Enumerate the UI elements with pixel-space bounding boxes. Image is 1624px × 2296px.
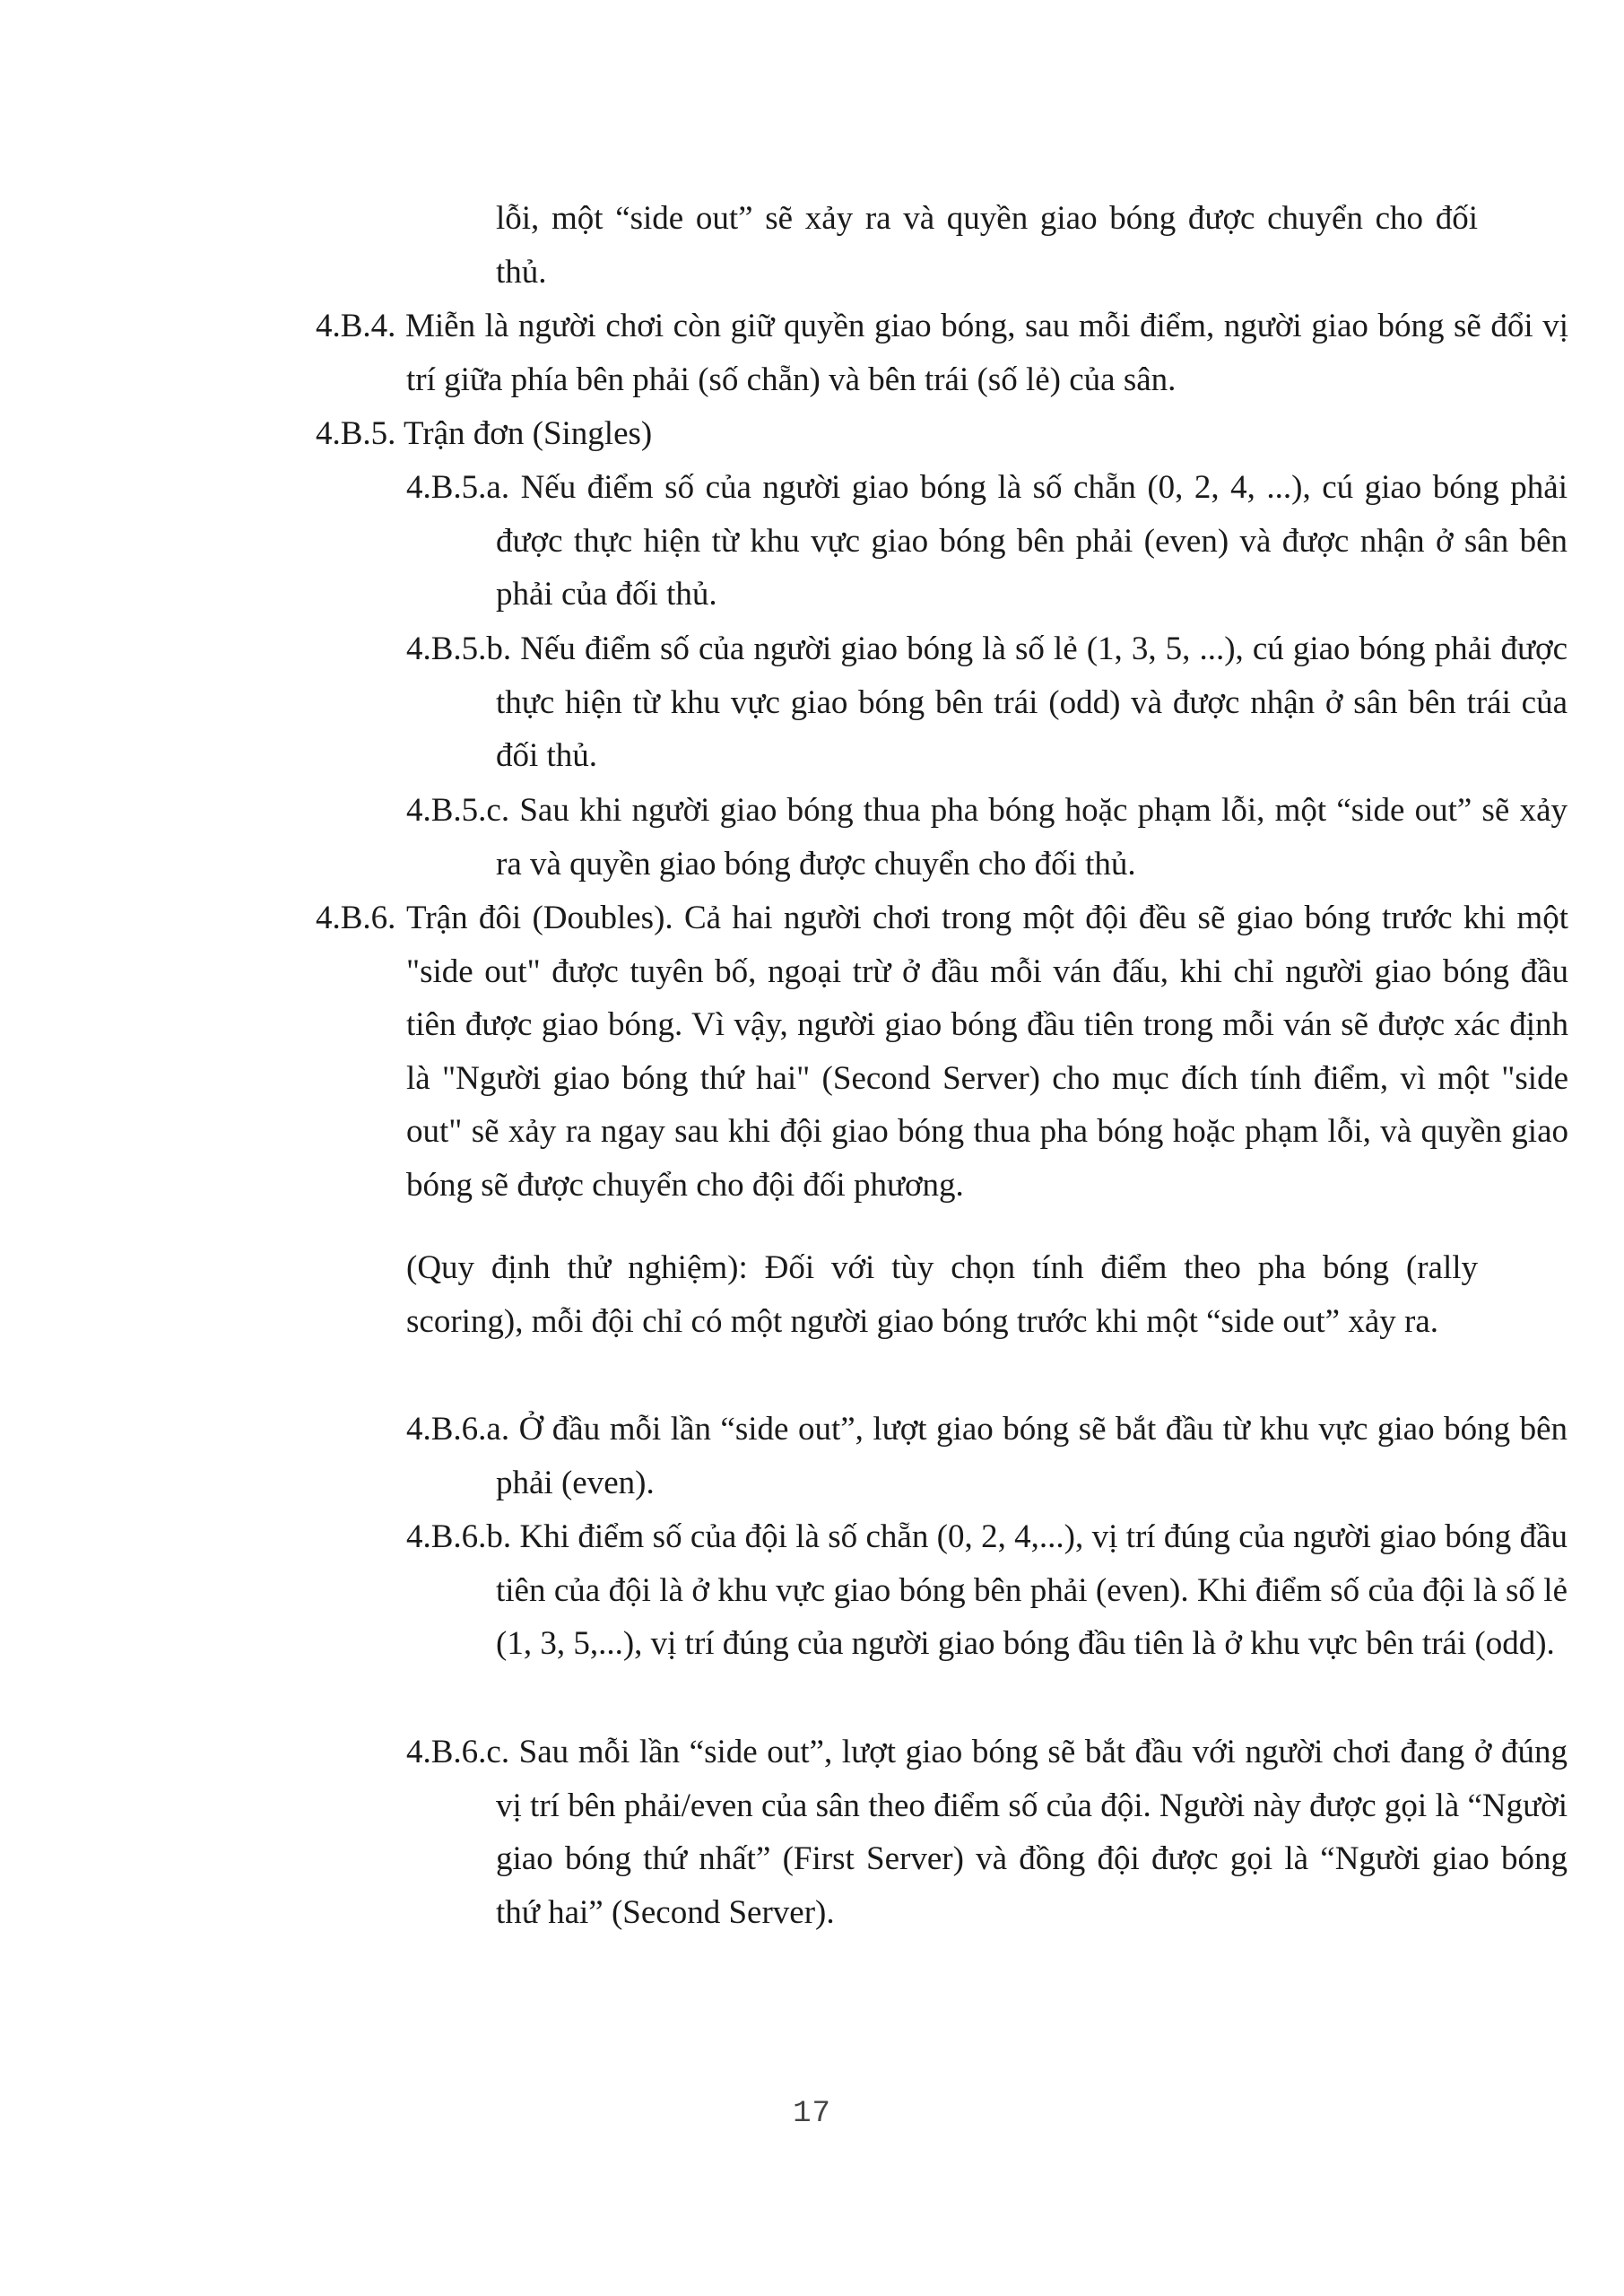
carryover-paragraph: lỗi, một “side out” sẽ xảy ra và quyền giao bóng được chuyển cho đối thủ. xyxy=(496,200,1478,291)
page-number: 17 xyxy=(793,2097,831,2131)
rule-4b5a: 4.B.5.a. Nếu điểm số của người giao bóng là số chẵn (0, 2, 4, ...), cú giao bóng phải được thực hiện từ khu vực giao bóng bên phải (even) và được nhận ở sân bên phải của đối thủ. xyxy=(406,469,1568,613)
rule-4b6c: 4.B.6.c. Sau mỗi lần “side out”, lượt giao bóng sẽ bắt đầu với người chơi đang ở đúng vị trí bên phải/even của sân theo điểm số của đội. Người này được gọi là “Người giao bóng thứ nhất” (First Server) và đồng đội được gọi là “Người giao bóng thứ hai” (Second Server). xyxy=(406,1734,1568,1931)
rule-4b5-heading: 4.B.5. Trận đơn (Singles) xyxy=(316,415,653,452)
rule-4b4: 4.B.4. Miễn là người chơi còn giữ quyền giao bóng, sau mỗi điểm, người giao bóng sẽ đổi vị trí giữa phía bên phải (số chẵn) và bên trái (số lẻ) của sân. xyxy=(316,308,1568,398)
rule-4b5b: 4.B.5.b. Nếu điểm số của người giao bóng là số lẻ (1, 3, 5, ...), cú giao bóng phải được thực hiện từ khu vực giao bóng bên trái (odd) và được nhận ở sân bên trái của đối thủ. xyxy=(406,631,1568,774)
rule-4b6a: 4.B.6.a. Ở đầu mỗi lần “side out”, lượt giao bóng sẽ bắt đầu từ khu vực giao bóng bên phải (even). xyxy=(406,1411,1568,1501)
rule-4b6: 4.B.6. Trận đôi (Doubles). Cả hai người chơi trong một đội đều sẽ giao bóng trước khi một "side out" được tuyên bố, ngoại trừ ở đầu mỗi ván đấu, khi chỉ người giao bóng đầu tiên được giao bóng. Vì vậy, người giao bóng đầu tiên trong mỗi ván sẽ được xác định là "Người giao bóng thứ hai" (Second Server) cho mục đích tính điểm, vì một "side out" sẽ xảy ra ngay sau khi đội giao bóng thua pha bóng hoặc phạm lỗi, và quyền giao bóng sẽ được chuyển cho đội đối phương. xyxy=(316,900,1568,1204)
rule-4b5c: 4.B.5.c. Sau khi người giao bóng thua pha bóng hoặc phạm lỗi, một “side out” sẽ xảy ra và quyền giao bóng được chuyển cho đối thủ. xyxy=(406,792,1568,883)
rule-4b6b: 4.B.6.b. Khi điểm số của đội là số chẵn (0, 2, 4,...), vị trí đúng của người giao bóng đầu tiên của đội là ở khu vực giao bóng bên phải (even). Khi điểm số của đội là số lẻ (1, 3, 5,...), vị trí đúng của người giao bóng đầu tiên là ở khu vực bên trái (odd). xyxy=(406,1518,1568,1662)
trial-rule-paragraph: (Quy định thử nghiệm): Đối với tùy chọn tính điểm theo pha bóng (rally scoring), mỗi đội chỉ có một người giao bóng trước khi một “side out” xảy ra. xyxy=(406,1249,1478,1340)
